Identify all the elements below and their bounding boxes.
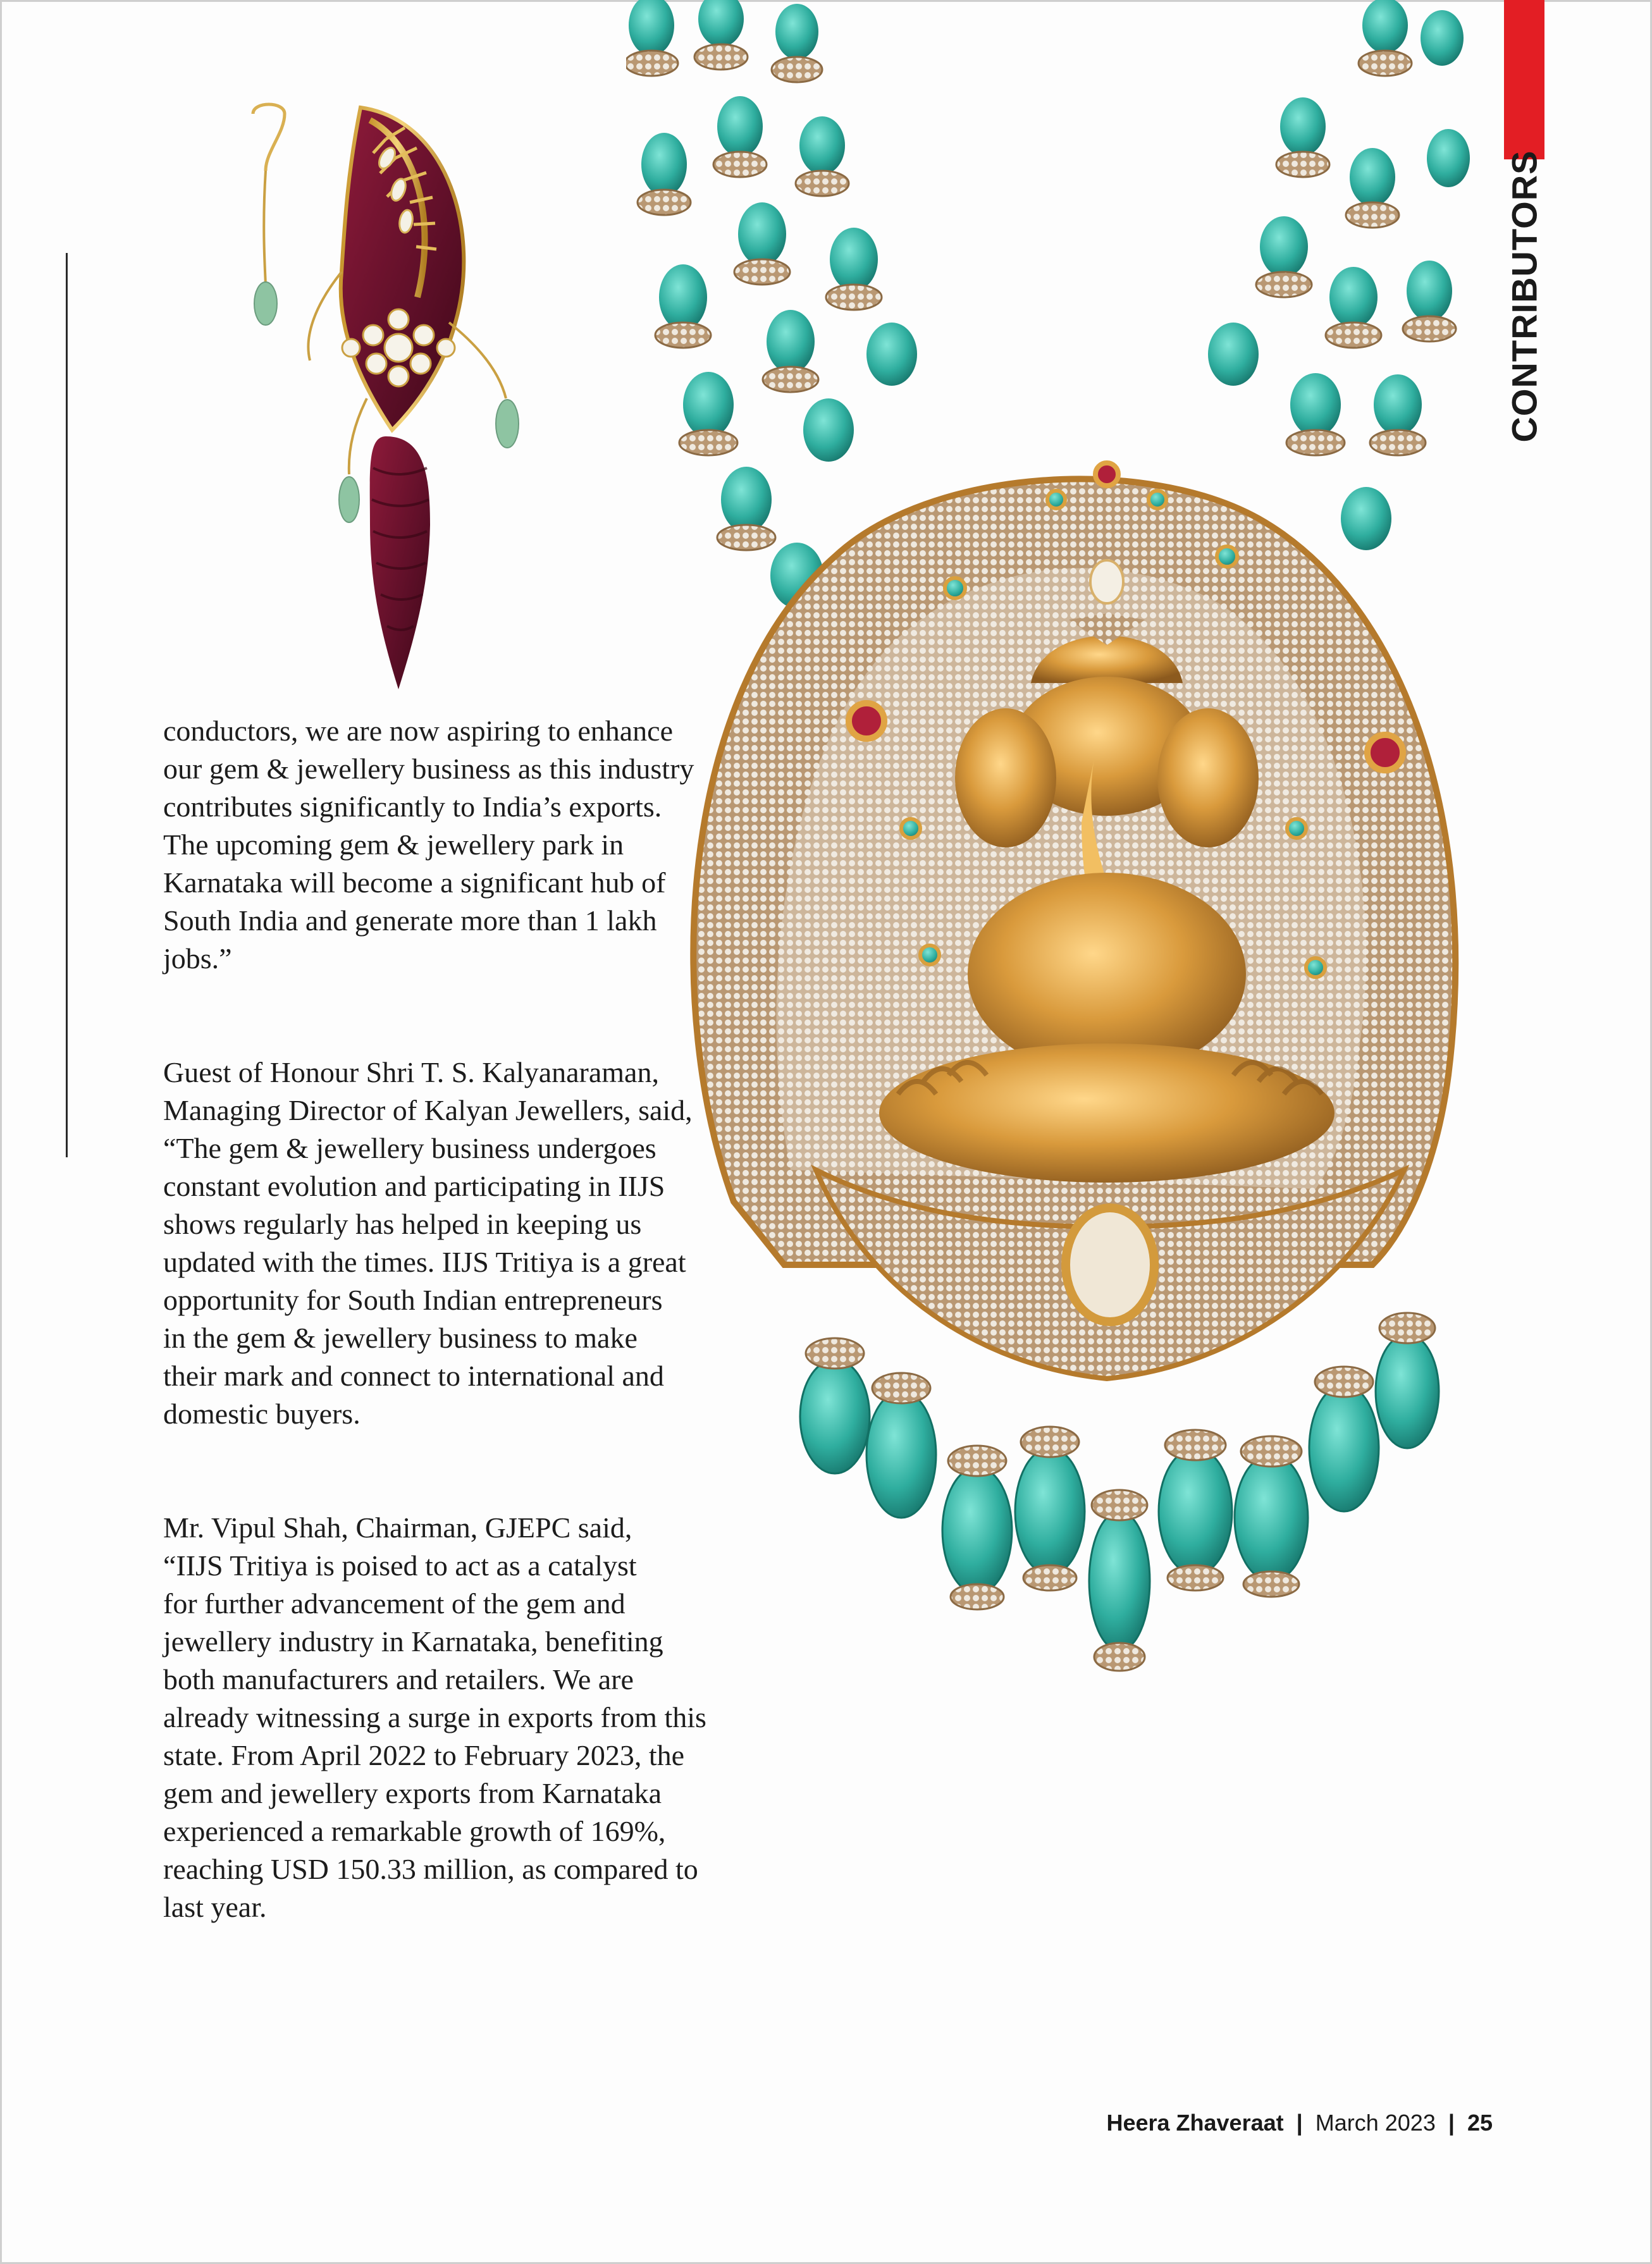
text-line: domestic buyers. xyxy=(163,1398,361,1430)
text-line: our gem & jewellery business as this industry xyxy=(163,753,694,785)
text-line: already witnessing a surge in exports from this xyxy=(163,1701,706,1733)
publication-name: Heera Zhaveraat xyxy=(1106,2110,1284,2136)
paragraph-2 xyxy=(163,1054,745,1433)
text-line: constant evolution and participating in IIJS xyxy=(163,1170,665,1202)
text-line: their mark and connect to international and xyxy=(163,1360,664,1392)
text-line: gem and jewellery exports from Karnataka xyxy=(163,1777,662,1809)
section-label-text: CONTRIBUTORS xyxy=(1504,149,1544,443)
text-line: last year. xyxy=(163,1891,267,1923)
text-line: contributes significantly to India’s exports. xyxy=(163,791,662,823)
text-line: state. From April 2022 to February 2023, the xyxy=(163,1739,685,1771)
page-footer xyxy=(1106,2110,1493,2136)
paragraph-1 xyxy=(163,712,745,978)
strand-right xyxy=(1208,0,1470,550)
text-line: Managing Director of Kalyan Jewellers, said, xyxy=(163,1094,693,1126)
text-line: reaching USD 150.33 million, as compared to xyxy=(163,1853,698,1885)
paragraph-3 xyxy=(163,1509,745,1926)
text-line: jobs.” xyxy=(163,942,232,975)
footer-separator: | xyxy=(1296,2110,1303,2136)
text-line: “IIJS Tritiya is poised to act as a catalyst xyxy=(163,1549,637,1582)
issue-date: March 2023 xyxy=(1315,2110,1436,2136)
article-body xyxy=(163,712,745,1926)
section-label xyxy=(1493,149,1556,443)
footer-separator: | xyxy=(1448,2110,1455,2136)
section-tab xyxy=(1504,0,1544,159)
text-line: both manufacturers and retailers. We are xyxy=(163,1663,634,1695)
text-line: Mr. Vipul Shah, Chairman, GJEPC said, xyxy=(163,1511,632,1544)
necklace-image xyxy=(626,0,1477,1695)
text-line: experienced a remarkable growth of 169%, xyxy=(163,1815,666,1847)
strand-left-outer xyxy=(629,0,823,608)
text-line: Guest of Honour Shri T. S. Kalyanaraman, xyxy=(163,1056,659,1088)
page-number: 25 xyxy=(1467,2110,1493,2136)
text-line: jewellery industry in Karnataka, benefiting xyxy=(163,1625,663,1658)
margin-rule xyxy=(66,253,68,1157)
text-line: “The gem & jewellery business undergoes xyxy=(163,1132,656,1164)
brooch-image xyxy=(240,95,569,702)
text-line: updated with the times. IIJS Tritiya is a great xyxy=(163,1246,686,1278)
text-line: Karnataka will become a significant hub of xyxy=(163,866,666,899)
text-line: in the gem & jewellery business to make xyxy=(163,1322,638,1354)
text-line: South India and generate more than 1 lakh xyxy=(163,904,657,937)
text-line: The upcoming gem & jewellery park in xyxy=(163,828,624,861)
text-line: opportunity for South Indian entrepreneurs xyxy=(163,1284,663,1316)
text-line: conductors, we are now aspiring to enhance xyxy=(163,715,673,747)
text-line: for further advancement of the gem and xyxy=(163,1587,626,1620)
text-line: shows regularly has helped in keeping us xyxy=(163,1208,642,1240)
